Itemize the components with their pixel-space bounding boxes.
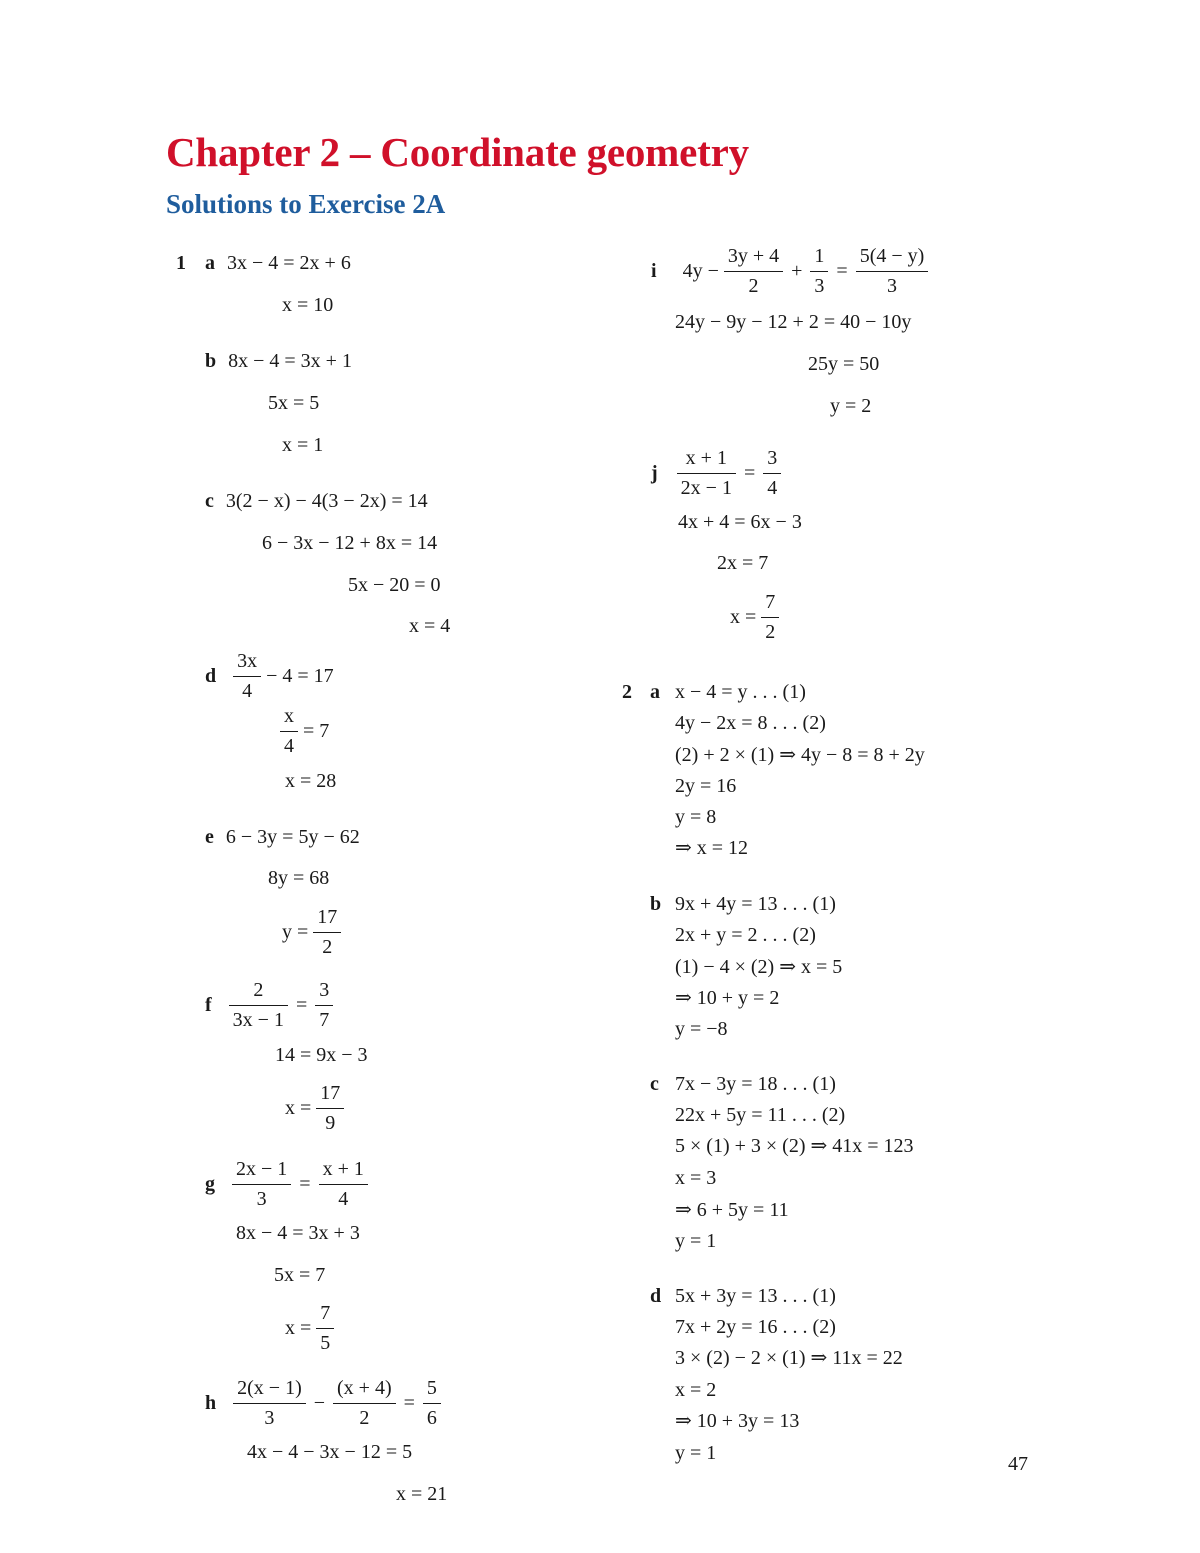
solution-1d-line-3: x = 28: [285, 770, 337, 792]
solution-1j-line-1: [651, 441, 786, 505]
fraction: [724, 244, 783, 299]
fraction-numerator: (x + 4): [337, 1376, 392, 1399]
fraction-bar: [333, 1403, 396, 1404]
fraction: [233, 1376, 306, 1431]
fraction-denominator: 3x − 1: [232, 1008, 284, 1031]
part-label-d: d: [205, 664, 217, 687]
part-label-j: j: [651, 461, 658, 484]
part-label-c: c: [205, 490, 214, 512]
fraction: [280, 704, 298, 759]
equation-text: = 7: [303, 719, 330, 742]
fraction: [810, 244, 828, 299]
part-label-c: c: [650, 1073, 659, 1095]
fraction: [229, 978, 288, 1033]
solution-1c-line-3: 5x − 20 = 0: [348, 574, 441, 596]
fraction-numerator: x + 1: [322, 1157, 364, 1180]
solution-2b-line-5: y = −8: [675, 1018, 728, 1040]
solution-2c-line-4: x = 3: [675, 1167, 717, 1189]
fraction: [423, 1376, 441, 1431]
part-label-b: b: [205, 350, 217, 372]
fraction: [856, 244, 929, 299]
solution-1e-line-1: [205, 825, 360, 849]
equals-sign: =: [299, 1172, 311, 1195]
fraction-numerator: 7: [765, 590, 776, 613]
fraction-bar: [315, 1005, 333, 1006]
equation-text: y =: [282, 920, 309, 943]
solution-1i-line-2: 24y − 9y − 12 + 2 = 40 − 10y: [675, 311, 912, 333]
equation-text: − 4 = 17: [266, 664, 334, 687]
fraction-denominator: 7: [319, 1008, 330, 1031]
fraction: [761, 590, 779, 645]
solution-1g-line-2: 8x − 4 = 3x + 3: [236, 1222, 360, 1244]
fraction-bar: [232, 1184, 291, 1185]
solution-1c-line-2: 6 − 3x − 12 + 8x = 14: [262, 532, 438, 554]
equals-sign: =: [403, 1391, 415, 1414]
fraction-bar: [810, 271, 828, 272]
solution-1f-line-3: [285, 1076, 349, 1140]
fraction-denominator: 4: [242, 679, 253, 702]
fraction-denominator: 3: [264, 1406, 275, 1429]
fraction-bar: [233, 676, 261, 677]
part-label-h: h: [205, 1391, 217, 1414]
equation-text: 3(2 − x) − 4(3 − 2x) = 14: [225, 490, 428, 512]
solution-2d-line-1: 5x + 3y = 13 . . . (1): [675, 1285, 836, 1307]
fraction-denominator: 2: [359, 1406, 370, 1429]
solution-2d-line-5: ⇒ 10 + 3y = 13: [675, 1410, 800, 1432]
fraction-denominator: 4: [284, 734, 294, 757]
fraction-numerator: 1: [814, 244, 825, 267]
fraction-bar: [856, 271, 929, 272]
solution-1i-line-4: y = 2: [830, 395, 872, 417]
equation-text: x =: [285, 1096, 312, 1119]
fraction-numerator: 17: [317, 905, 338, 928]
fraction: [333, 1376, 396, 1431]
solution-1b-line-1: [205, 349, 352, 373]
section-subtitle: Solutions to Exercise 2A: [166, 189, 446, 219]
fraction: [313, 905, 341, 960]
solution-1j-line-3: 2x = 7: [717, 552, 769, 574]
part-label-i: i: [651, 259, 657, 282]
fraction-numerator: 5(4 − y): [859, 244, 925, 267]
fraction-denominator: 5: [320, 1331, 331, 1354]
fraction-numerator: 2: [253, 978, 264, 1001]
equation-text: x =: [730, 605, 757, 628]
fraction: [763, 446, 781, 501]
solution-2c-line-5: ⇒ 6 + 5y = 11: [675, 1199, 789, 1221]
fraction-denominator: 2: [748, 274, 759, 297]
fraction-bar: [724, 271, 783, 272]
fraction-denominator: 3: [886, 274, 897, 297]
solution-2b-line-4: ⇒ 10 + y = 2: [675, 987, 780, 1009]
fraction: [316, 1301, 334, 1356]
fraction-bar: [280, 731, 298, 732]
equals-sign: =: [295, 993, 308, 1016]
fraction-numerator: 17: [320, 1081, 341, 1104]
part-label-d: d: [650, 1285, 662, 1307]
solution-2b-line-1: 9x + 4y = 13 . . . (1): [675, 893, 836, 915]
fraction: [315, 978, 333, 1033]
solution-2a-line-6: ⇒ x = 12: [675, 837, 749, 859]
solution-1g-line-1: [205, 1152, 373, 1216]
fraction-bar: [763, 473, 781, 474]
solution-1i-line-3: 25y = 50: [808, 353, 880, 375]
solution-2d-line-4: x = 2: [675, 1379, 717, 1401]
solution-2b-line-2: 2x + y = 2 . . . (2): [675, 924, 816, 946]
fraction-numerator: 3: [319, 978, 330, 1001]
solution-1a-line-2: x = 10: [282, 294, 334, 316]
fraction-denominator: 3: [256, 1187, 267, 1210]
equation-text: 3x − 4 = 2x + 6: [227, 252, 351, 274]
solution-2c-line-3: 5 × (1) + 3 × (2) ⇒ 41x = 123: [675, 1135, 914, 1157]
page-number: 47: [1008, 1453, 1028, 1475]
fraction-bar: [316, 1328, 334, 1329]
fraction-denominator: 4: [767, 476, 778, 499]
fraction-denominator: 2: [765, 620, 776, 643]
solution-2b-line-3: (1) − 4 × (2) ⇒ x = 5: [675, 956, 843, 978]
fraction-numerator: x + 1: [685, 446, 727, 469]
minus-sign: −: [313, 1391, 326, 1414]
solution-1d-line-2: [275, 699, 329, 763]
solution-2d-line-6: y = 1: [675, 1442, 717, 1464]
solution-1e-line-3: [282, 900, 346, 964]
fraction: [319, 1157, 368, 1212]
equation-text: 6 − 3y = 5y − 62: [225, 826, 360, 848]
solution-1j-line-2: 4x + 4 = 6x − 3: [678, 511, 802, 533]
fraction: [316, 1081, 344, 1136]
solution-2d-line-3: 3 × (2) − 2 × (1) ⇒ 11x = 22: [675, 1347, 903, 1369]
fraction-numerator: 3y + 4: [727, 244, 780, 267]
equals-sign: =: [743, 461, 756, 484]
solution-1i-line-1: [651, 239, 933, 303]
fraction-denominator: 4: [338, 1187, 349, 1210]
fraction-bar: [233, 1403, 306, 1404]
fraction-denominator: 2x − 1: [680, 476, 732, 499]
solution-1a-line-1: [205, 251, 351, 275]
fraction-bar: [761, 617, 779, 618]
page-title: Chapter 2 – Coordinate geometry: [166, 129, 749, 175]
solution-2a-line-3: (2) + 2 × (1) ⇒ 4y − 8 = 8 + 2y: [675, 744, 925, 766]
part-label-f: f: [205, 993, 212, 1016]
part-label-b: b: [650, 893, 662, 915]
equation-text: 4y −: [682, 259, 719, 282]
fraction-denominator: 9: [325, 1111, 336, 1134]
solution-1f-line-1: [205, 973, 338, 1037]
fraction-bar: [316, 1108, 344, 1109]
part-label-g: g: [205, 1172, 215, 1195]
solution-2a-line-1: x − 4 = y . . . (1): [675, 681, 806, 703]
equation-text: 8x − 4 = 3x + 1: [228, 350, 352, 372]
plus-sign: +: [791, 259, 803, 282]
solution-1c-line-1: [205, 489, 428, 513]
fraction-numerator: x: [284, 704, 294, 727]
solution-1h-line-1: [205, 1371, 446, 1435]
solution-1c-line-4: x = 4: [409, 615, 451, 637]
fraction-numerator: 2x − 1: [236, 1157, 288, 1180]
fraction-bar: [229, 1005, 288, 1006]
equation-text: x =: [285, 1316, 312, 1339]
fraction: [232, 1157, 291, 1212]
solution-1f-line-2: 14 = 9x − 3: [275, 1044, 368, 1066]
solution-2c-line-1: 7x − 3y = 18 . . . (1): [675, 1073, 836, 1095]
solution-1b-line-2: 5x = 5: [268, 392, 320, 414]
fraction-bar: [319, 1184, 368, 1185]
part-label-a: a: [205, 252, 215, 274]
solution-2c-line-6: y = 1: [675, 1230, 717, 1252]
fraction-bar: [313, 932, 341, 933]
solution-1h-line-3: x = 21: [396, 1483, 448, 1505]
fraction: [233, 649, 261, 704]
solution-1b-line-3: x = 1: [282, 434, 324, 456]
part-label-e: e: [205, 826, 214, 848]
fraction-numerator: 3x: [237, 649, 258, 672]
fraction-numerator: 7: [320, 1301, 331, 1324]
equals-sign: =: [836, 259, 848, 282]
solution-1e-line-2: 8y = 68: [268, 867, 330, 889]
solution-1g-line-4: [285, 1296, 339, 1360]
solution-2a-line-5: y = 8: [675, 806, 717, 828]
solution-2c-line-2: 22x + 5y = 11 . . . (2): [675, 1104, 846, 1126]
fraction-bar: [677, 473, 736, 474]
solution-2a-line-4: 2y = 16: [675, 775, 737, 797]
fraction-bar: [423, 1403, 441, 1404]
fraction-numerator: 3: [767, 446, 778, 469]
fraction-denominator: 6: [426, 1406, 437, 1429]
part-label-a: a: [650, 681, 660, 703]
solution-1g-line-3: 5x = 7: [274, 1264, 326, 1286]
fraction: [677, 446, 736, 501]
question-number-2: 2: [622, 681, 632, 703]
fraction-numerator: 5: [426, 1376, 437, 1399]
solution-1j-line-4: [730, 585, 784, 649]
fraction-denominator: 2: [322, 935, 333, 958]
fraction-denominator: 3: [814, 274, 825, 297]
question-number-1: 1: [176, 252, 186, 274]
solution-2d-line-2: 7x + 2y = 16 . . . (2): [675, 1316, 836, 1338]
solution-1h-line-2: 4x − 4 − 3x − 12 = 5: [247, 1441, 413, 1463]
solution-2a-line-2: 4y − 2x = 8 . . . (2): [675, 712, 826, 734]
fraction-numerator: 2(x − 1): [237, 1376, 302, 1399]
